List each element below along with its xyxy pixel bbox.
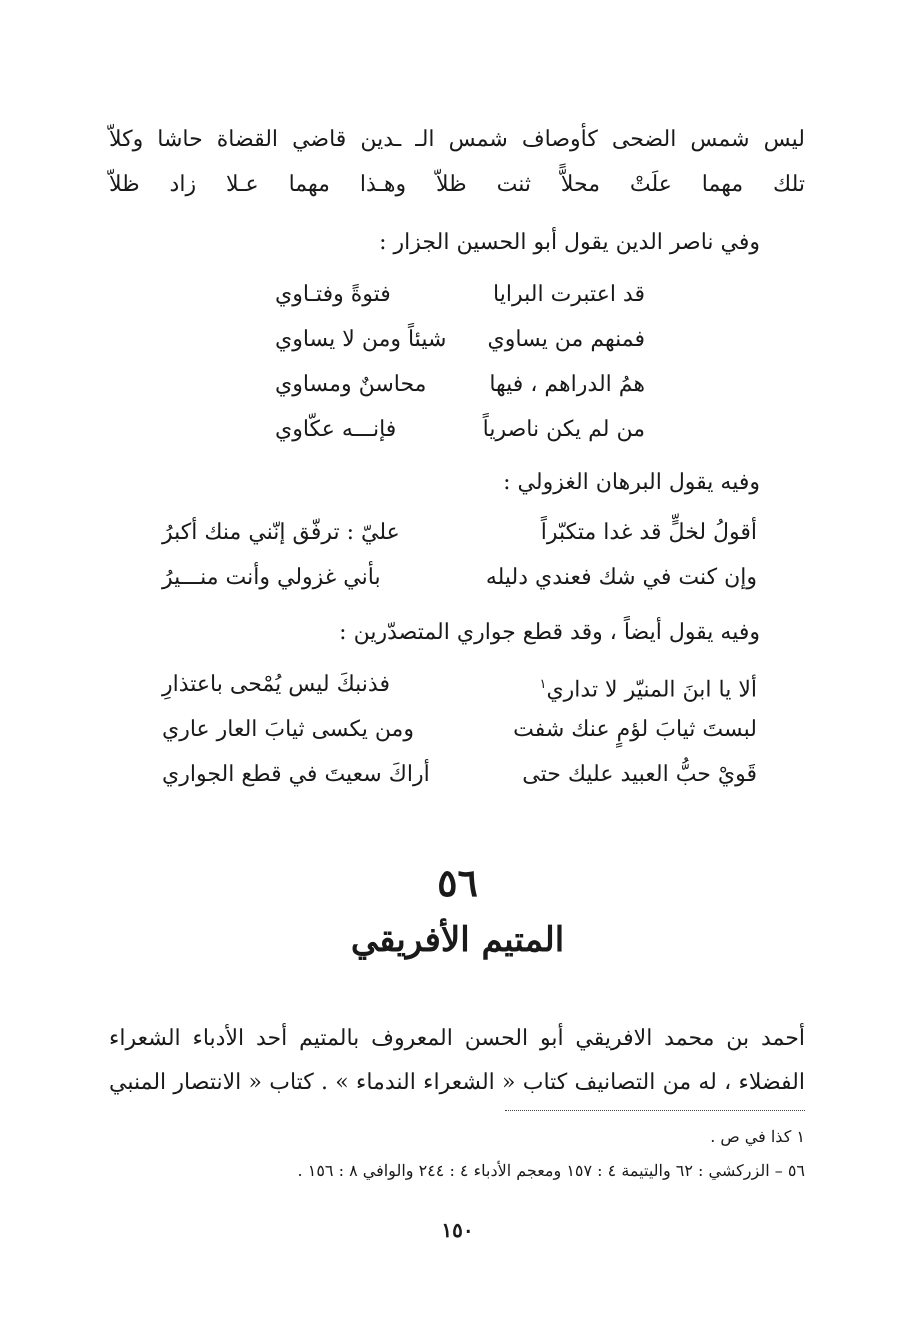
hemistich-text: ألا يا ابنَ المنيّر لا تداري	[546, 677, 757, 703]
hemistich-right: قد اعتبرت البرايا	[493, 282, 645, 307]
footnote-marker: ١	[539, 677, 547, 692]
intro-abu-al-husayn: وفي ناصر الدين يقول أبو الحسين الجزار :	[379, 230, 760, 255]
hemistich-right: همُ الدراهم ، فيها	[489, 372, 645, 397]
hemistich-left: بأني غزولي وأنت منـــيرُ	[162, 565, 381, 590]
hemistich-right: أقولُ لخلٍّ قد غدا متكبّراً	[540, 520, 757, 545]
hemistich-left: فإنـــه عكّاوي	[275, 417, 397, 442]
opening-line-1: ليس شمس الضحى كأوصاف شمس الـ ـدين قاضي القضاة حاشا وكلاّ	[109, 127, 805, 152]
hemistich-left: محاسنٌ ومساوي	[275, 372, 427, 397]
hemistich-right: فمنهم من يساوي	[487, 327, 645, 352]
page-number: ١٥٠	[441, 1218, 474, 1242]
hemistich-left: عليّ : ترفّق إنّني منك أكبرُ	[162, 520, 400, 545]
footnote-56-sources: ٥٦ – الزركشي : ٦٢ واليتيمة ٤ : ١٥٧ ومعجم الأدباء ٤ : ٢٤٤ والوافي ٨ : ١٥٦ .	[297, 1161, 805, 1180]
footnote-divider	[505, 1110, 805, 1111]
hemistich-right: لبستَ ثيابَ لؤمٍ عنك شفت	[513, 717, 757, 742]
hemistich-left: فذنبكَ ليس يُمْحى باعتذارِ	[162, 672, 390, 697]
biography-line-1: أحمد بن محمد الافريقي أبو الحسن المعروف بالمتيم أحد الأدباء الشعراء	[109, 1026, 805, 1051]
entry-title: المتيم الأفريقي	[350, 920, 565, 960]
hemistich-right: قَويْ حبُّ العبيد عليك حتى	[522, 762, 757, 787]
hemistich-right: من لم يكن ناصرياً	[482, 417, 645, 442]
entry-number: ٥٦	[437, 860, 478, 905]
hemistich-left: أراكَ سعيتَ في قطع الجواري	[162, 762, 430, 787]
hemistich-right	[539, 670, 757, 705]
intro-also: وفيه يقول أيضاً ، وقد قطع جواري المتصدّرين :	[339, 620, 760, 645]
hemistich-left: فتوةً وفتـاوي	[275, 282, 391, 307]
footnote-1: ١ كذا في ص .	[710, 1127, 805, 1146]
opening-line-2: تلك مهما علَتْ محلاًّ ثنت ظلاّ وهـذا مهما عـلا زاد ظلاّ	[109, 172, 805, 197]
intro-al-burhan: وفيه يقول البرهان الغزولي :	[503, 470, 760, 495]
biography-line-2: الفضلاء ، له من التصانيف كتاب « الشعراء الندماء » . كتاب « الانتصار المنبي	[109, 1070, 805, 1095]
hemistich-right: وإن كنت في شك فعندي دليله	[485, 565, 757, 590]
hemistich-left: ومن يكسى ثيابَ العار عاري	[162, 717, 414, 742]
hemistich-left: شيئاً ومن لا يساوي	[275, 327, 447, 352]
